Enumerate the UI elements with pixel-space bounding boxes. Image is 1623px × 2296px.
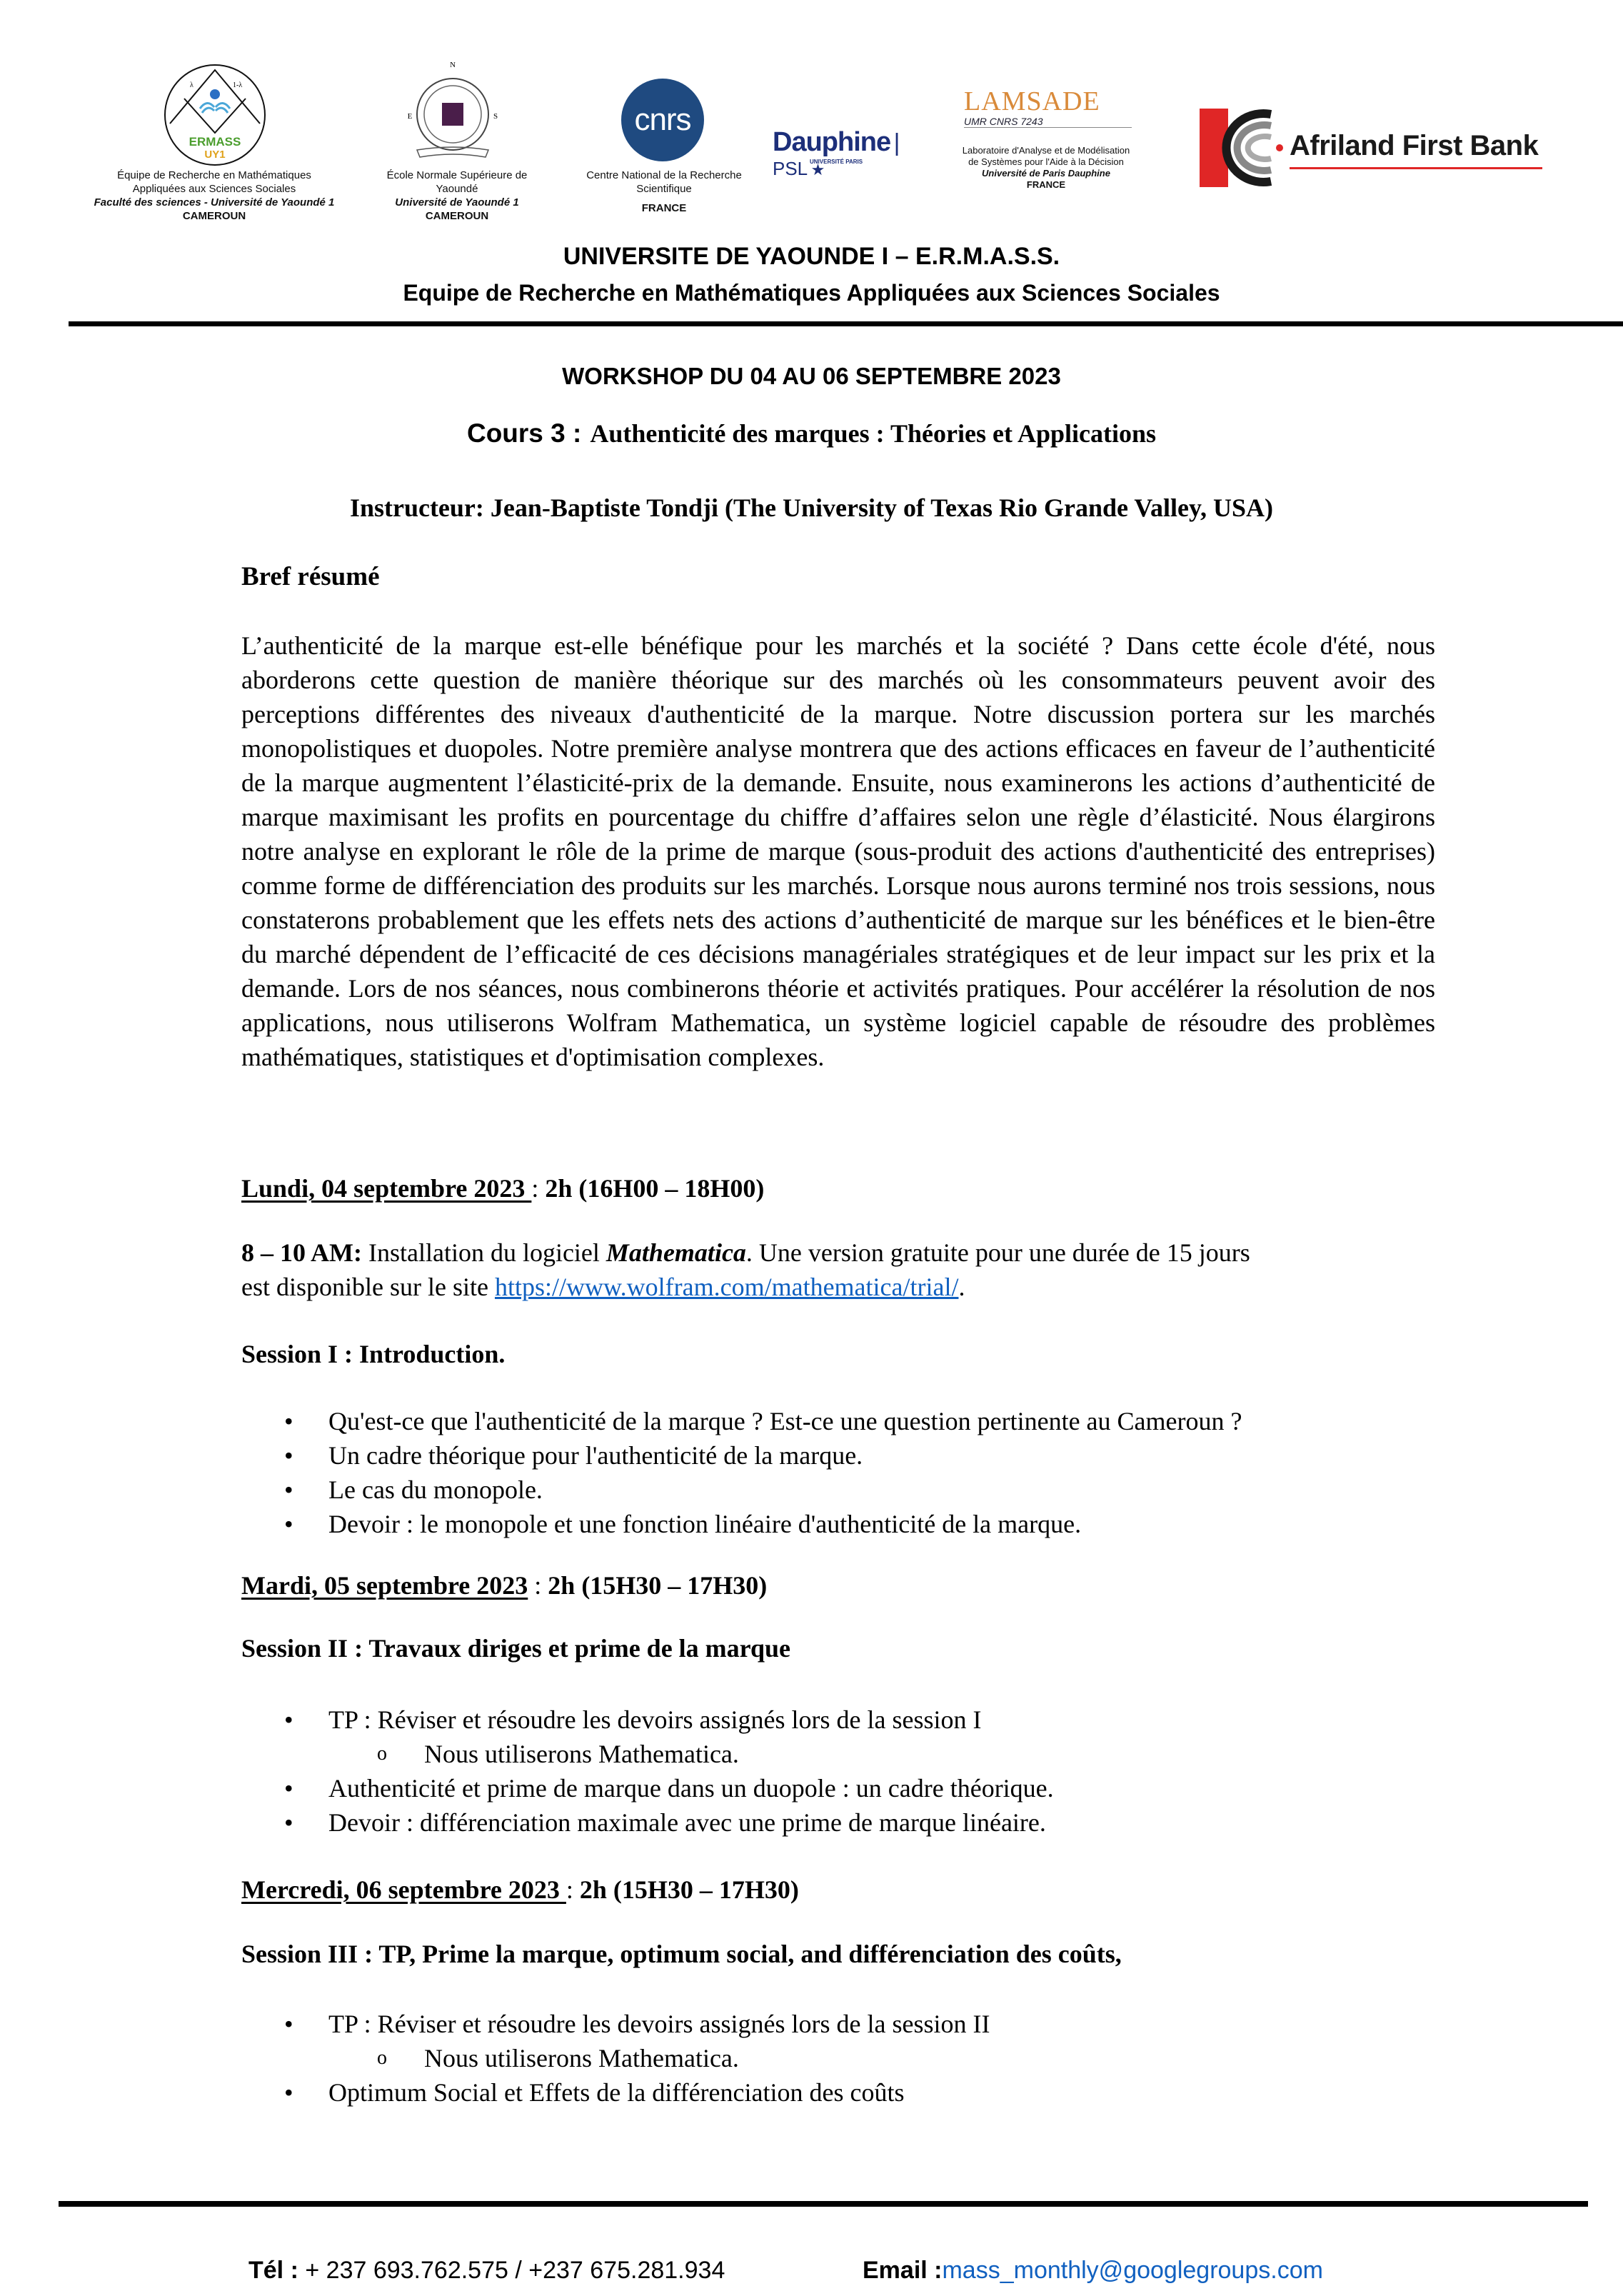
svg-text:λ: λ [190,81,194,89]
list-item: • Devoir : le monopole et une fonction linéaire d'authenticité de la marque. [241,1507,1242,1541]
mathematica-trial-link[interactable]: https://www.wolfram.com/mathematica/trial/ [494,1273,959,1301]
day1-duration: 2h (16H00 – 18H00) [545,1174,765,1203]
summary-heading: Bref résumé [241,562,380,591]
bullet-icon: • [284,1510,293,1538]
footer-divider [59,2201,1588,2207]
svg-text:N: N [450,61,456,69]
ermass-logo-icon [163,63,267,167]
list-item: • TP : Réviser et résoudre les devoirs assignés lors de la session I [241,1703,1054,1737]
day2-duration: 2h (15H30 – 17H30) [548,1571,768,1600]
install-line-2: est disponible sur le site https://www.wolfram.com/mathematica/trial/. [241,1273,965,1301]
cnrs-caption: Centre National de la Recherche Scientifique FRANCE [586,169,742,214]
cnrs-logo-icon: cnrs [621,79,704,161]
list-item: • Un cadre théorique pour l'authenticité de la marque. [241,1438,1242,1473]
svg-text:E: E [407,112,413,121]
header-divider [69,321,1623,326]
svg-text:ERMASS: ERMASS [189,135,241,149]
bullet-icon: • [284,1774,293,1803]
day1-date: Lundi, 04 septembre 2023 [241,1174,532,1203]
ermass-caption: Équipe de Recherche en Mathématiques Appliquées aux Sciences Sociales Faculté des sciences - Université de Yaoundé 1 CAMEROUN [94,169,335,222]
star-icon: ★ [810,161,825,179]
bullet-icon: • [284,1475,293,1504]
lamsade-caption: Laboratoire d'Analyse et de Modélisation de Systèmes pour l'Aide à la Décision Université de Paris Dauphine FRANCE [962,145,1130,190]
footer-email: Email :mass_monthly@googlegroups.com [863,2257,1323,2284]
day3-date: Mercredi, 06 septembre 2023 [241,1875,566,1904]
svg-text:1-λ: 1-λ [233,81,243,89]
day3-duration: 2h (15H30 – 17H30) [579,1875,799,1904]
list-item: • Authenticité et prime de marque dans un duopole : un cadre théorique. [241,1771,1054,1805]
day2-date: Mardi, 05 septembre 2023 [241,1571,528,1600]
instructor: Instructeur: Jean-Baptiste Tondji (The University of Texas Rio Grande Valley, USA) [349,493,1274,522]
lamsade-logo-icon: LAMSADE UMR CNRS 7243 [964,87,1178,137]
course-label: Cours 3 : [466,418,582,448]
list-item: • TP : Réviser et résoudre les devoirs assignés lors de la session II [241,2007,990,2041]
course-title [0,418,1623,448]
bullet-icon: • [284,2078,293,2107]
bullet-icon: • [284,1441,293,1470]
ens-caption: École Normale Supérieure de Yaoundé Université de Yaoundé 1 CAMEROUN [386,169,528,222]
circle-bullet-icon: o [377,2047,387,2069]
institution-title: UNIVERSITE DE YAOUNDE I – E.R.M.A.S.S. [563,243,1060,270]
bullet-icon: • [284,1705,293,1734]
list-item: • Optimum Social et Effets de la différenciation des coûts [241,2075,990,2110]
bullet-icon: • [284,1808,293,1837]
svg-text:UY1: UY1 [204,149,226,161]
install-time: 8 – 10 AM: [241,1238,362,1267]
list-subitem: o Nous utiliserons Mathematica. [241,2041,990,2075]
install-line-1: 8 – 10 AM: Installation du logiciel Mathematica. Une version gratuite pour une durée de 15 jours [241,1238,1250,1267]
course-name: Authenticité des marques : Théories et Applications [590,419,1157,448]
list-item: • Qu'est-ce que l'authenticité de la marque ? Est-ce une question pertinente au Cameroun ? [241,1404,1242,1438]
footer-phone: Tél : + 237 693.762.575 / +237 675.281.934 [248,2257,725,2284]
session2-list [241,1703,1054,1840]
list-subitem: o Nous utiliserons Mathematica. [241,1737,1054,1771]
circle-bullet-icon: o [377,1743,387,1765]
workshop-title: WORKSHOP DU 04 AU 06 SEPTEMBRE 2023 [562,363,1061,389]
session1-list [241,1404,1242,1541]
day2-heading: Mardi, 05 septembre 2023 : 2h (15H30 – 17H30) [241,1571,768,1600]
list-item: • Devoir : différenciation maximale avec une prime de marque linéaire. [241,1805,1054,1840]
summary-paragraph: L’authenticité de la marque est-elle bénéfique pour les marchés et la société ? Dans cette école d'été, nous aborderons cette question de manière théorique sur des marchés où les consommateurs peuvent avoir des perceptions différentes des niveaux d'authenticité de la marque. Notre discussion portera sur les marchés monopolistiques et duopoles. Notre première analyse montrera que des actions efficaces en faveur de l’authenticité de la marque augmentent l’élasticité-prix de la demande. Ensuite, nous examinerons les actions d’authenticité de marque maximisant les profits en pourcentage du chiffre d’affaires selon une règle d’élasticité. Nous élargirons notre analyse en explorant le rôle de la prime de marque (sous-produit des actions d'authenticité des entreprises) comme forme de différenciation des produits sur les marchés. Lorsque nous aurons terminé nos trois sessions, nous constaterons probablement que les effets nets des actions d’authenticité de marque sur les bénéfices et le bien-être du marché dépendent de l’efficacité de ces décisions managériales stratégiques et de leur impact sur les prix et la demande. Lors de nos séances, nous combinerons théorie et activités pratiques. Pour accélérer la résolution de nos applications, nous utiliserons Wolfram Mathematica, un système logiciel capable de résoudre des problèmes mathématiques, statistiques et d'optimisation complexes. [241,631,1435,1071]
day3-heading: Mercredi, 06 septembre 2023 : 2h (15H30 – 17H30) [241,1875,799,1904]
institution-subtitle: Equipe de Recherche en Mathématiques Appliquées aux Sciences Sociales [403,280,1220,306]
ens-seal-icon [403,59,503,163]
session3-list [241,2007,990,2110]
session2-title: Session II : Travaux diriges et prime de la marque [241,1634,791,1663]
session1-title: Session I : Introduction. [241,1340,506,1368]
bullet-icon: • [284,2010,293,2038]
svg-text:S: S [493,112,498,121]
software-name: Mathematica [606,1238,746,1267]
dauphine-logo-icon: Dauphine | PSL ★ UNIVERSITÉ PARIS [773,127,900,179]
day1-heading: Lundi, 04 septembre 2023 : 2h (16H00 – 18H00) [241,1174,765,1203]
bullet-icon: • [284,1407,293,1435]
list-item: • Le cas du monopole. [241,1473,1242,1507]
email-link[interactable]: mass_monthly@googlegroups.com [942,2257,1323,2284]
session3-title: Session III : TP, Prime la marque, optimum social, and différenciation des coûts, [241,1940,1122,1968]
afriland-logo-icon: Afriland First Bank [1200,109,1571,187]
